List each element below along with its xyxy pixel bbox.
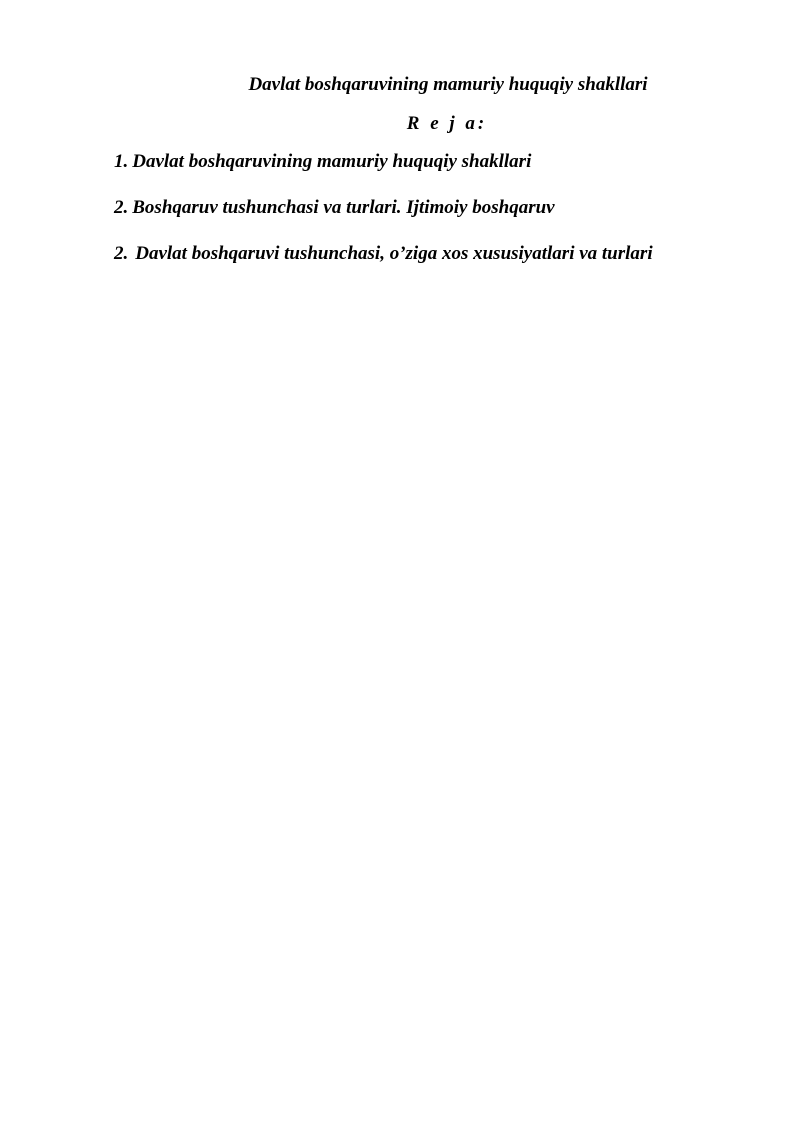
list-item (114, 194, 774, 240)
list-item (114, 148, 774, 194)
list-item (114, 240, 774, 286)
list-item-number: 2. (114, 243, 129, 264)
plan-list (114, 148, 774, 286)
list-item-number: 1. (114, 151, 129, 172)
plan-heading: R e j a: (406, 113, 488, 134)
list-item-text: Boshqaruv tushunchasi va turlari. Ijtimoiy boshqaruv (132, 197, 555, 218)
document-title: Davlat boshqaruvining mamuriy huquqiy shakllari (248, 74, 648, 95)
list-item-text: Davlat boshqaruvining mamuriy huquqiy shakllari (132, 151, 532, 172)
list-item-text: Davlat boshqaruvi tushunchasi, o’ziga xos xususiyatlari va turlari (135, 243, 653, 264)
list-item-number: 2. (114, 197, 129, 218)
